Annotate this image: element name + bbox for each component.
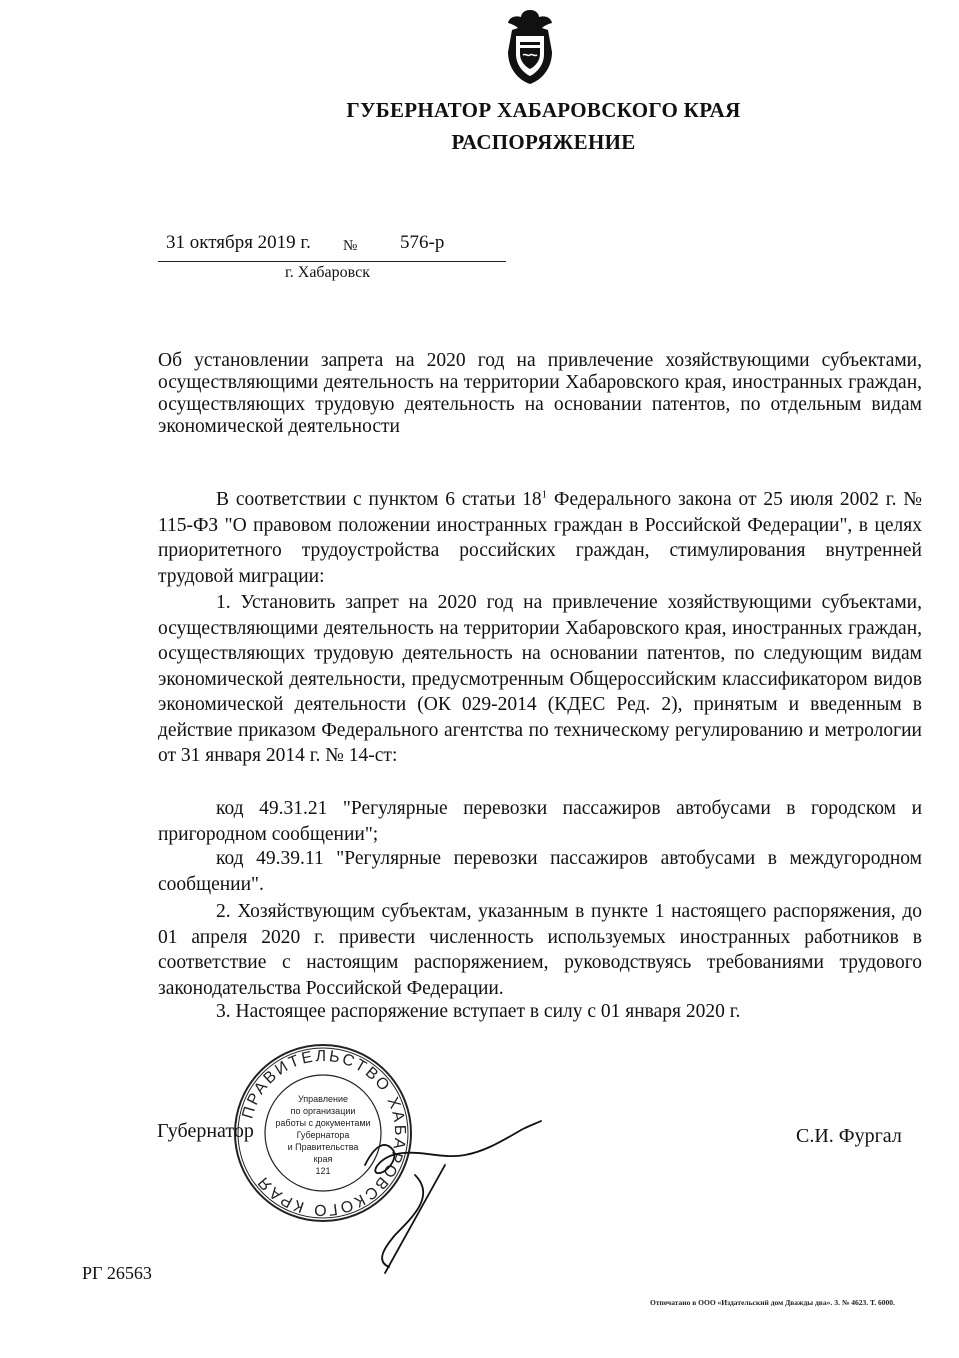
stamp-line: Губернатора (296, 1130, 350, 1140)
document-date: 31 октября 2019 г. (166, 232, 311, 253)
document-city: г. Хабаровск (285, 264, 370, 281)
date-underline (158, 261, 506, 262)
document-subject: Об установлении запрета на 2020 год на привлечение хозяйствующими субъектами, осуществляющими деятельность на территории Хабаровского края, иностранных граждан, осуществляющих трудовую деятельность на основании патентов, по отдельным видам экономической деятельности (158, 350, 922, 437)
item-2-paragraph: 2. Хозяйствующим субъектам, указанным в пункте 1 настоящего распоряжения, до 01 апреля 2020 г. привести численность используемых иностранных работников в соответствие с настоящим распоряжением, руководствуясь требованиями трудового законодательства Российской Федерации. (158, 901, 922, 999)
intro-text-b: Федерального закона от 25 июля 2002 г. № 115-ФЗ "О правовом положении иностранных граждан в Российской Федерации", в целях приоритетного трудоустройства российских граждан, стимулирования внутренней трудовой миграции: (158, 489, 922, 587)
registration-number: РГ 26563 (82, 1263, 152, 1283)
signer-name: С.И. Фургал (796, 1125, 902, 1147)
intro-text-a: В соответствии с пунктом 6 статьи 18 (216, 489, 542, 510)
code-1-paragraph: код 49.31.21 "Регулярные перевозки пассажиров автобусами в городском и пригородном сообщении"; (158, 798, 922, 845)
stamp-line: Управление (297, 1094, 349, 1104)
item-1-paragraph: 1. Установить запрет на 2020 год на привлечение хозяйствующими субъектами, осуществляющими деятельность на территории Хабаровского края, иностранных граждан, осуществляющих трудовую деятельность на основании патентов, по следующим видам экономической деятельности, предусмотренным Общероссийским классификатором видов экономической деятельности (ОК 029-2014 (КДЕС Ред. 2), принятым и введенным в действие приказом Федерального агентства по техническому регулированию и метрологии от 31 января 2014 г. № 14-ст: (158, 592, 922, 766)
intro-paragraph (158, 487, 922, 589)
stamp-line: работы с документами (275, 1118, 371, 1128)
stamp-line: края (313, 1154, 333, 1164)
print-note: Отпечатано в ООО «Издательский дом Дважды два». З. № 4623. Т. 6000. (650, 1298, 895, 1307)
number-sign: № (343, 238, 358, 254)
code-2-paragraph: код 49.39.11 "Регулярные перевозки пассажиров автобусами в междугородном сообщении". (158, 848, 922, 895)
handwritten-signature (355, 1115, 545, 1275)
stamp-line: 121 (315, 1166, 331, 1176)
document-type: РАСПОРЯЖЕНИЕ (451, 130, 636, 154)
stamp-line: по организации (290, 1106, 356, 1116)
item-3-paragraph: 3. Настоящее распоряжение вступает в силу с 01 января 2020 г. (216, 1001, 741, 1022)
document-number: 576-р (400, 232, 445, 253)
authority-title: ГУБЕРНАТОР ХАБАРОВСКОГО КРАЯ (346, 98, 741, 122)
article-superscript: 1 (541, 488, 548, 501)
signer-title: Губернатор (157, 1120, 254, 1142)
stamp-line: и Правительства (287, 1142, 359, 1152)
khabarovsk-coat-of-arms-icon (500, 8, 560, 86)
stamp-ring-text: ПРАВИТЕЛЬСТВО ХАБАРОВСКОГО КРАЯ (239, 1047, 409, 1219)
